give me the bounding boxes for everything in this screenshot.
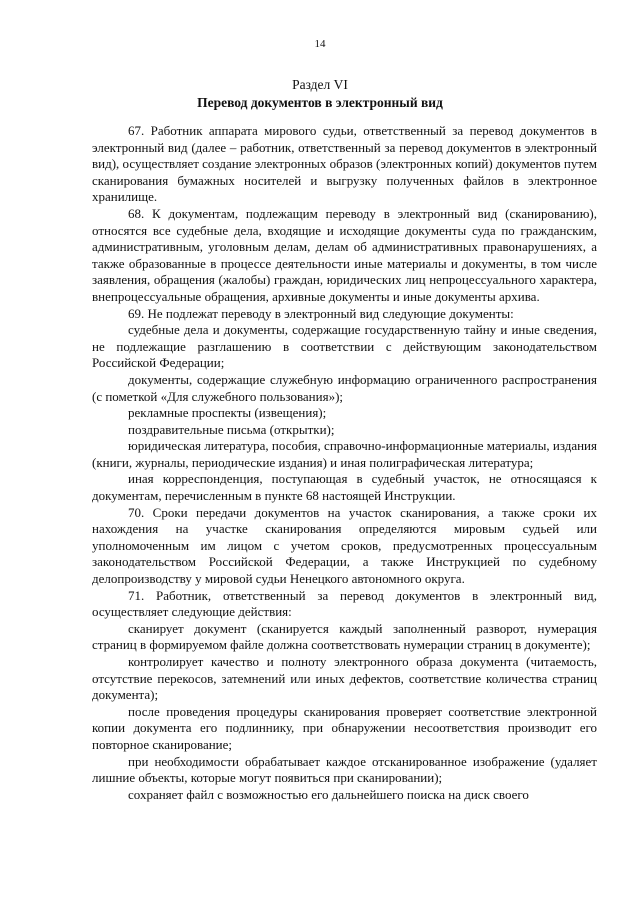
list-item-saves-file: сохраняет файл с возможностью его дальнейшего поиска на диск своего (128, 786, 529, 802)
list-item-restricted-documents: документы, содержащие служебную информацию ограниченного распространения (с пометкой «Для служебного пользования»); (92, 371, 597, 404)
list-item-processes-images: при необходимости обрабатывает каждое отсканированное изображение (удаляет лишние объекты, которые могут появиться при сканировании); (92, 753, 597, 786)
list-item-checks-copy: после проведения процедуры сканирования проверяет соответствие электронной копии документа его подлиннику, при обнаружении несоответствия производит его повторное сканирование; (92, 703, 597, 752)
paragraph-70: 70. Сроки передачи документов на участок сканирования, а также сроки их нахождения на участке сканирования определяются мировым судьей или уполномоченным им лицом с учетом сроков, предусмотренных процессуальным законодательством Российской Федерации, а также Инструкцией по судебному делопроизводству у мировой судьи Ненецкого автономного округа. (92, 504, 597, 587)
paragraph-67: 67. Работник аппарата мирового судьи, ответственный за перевод документов в электронный вид (далее – работник, ответственный за перевод документов в электронный вид), осуществляет создание электронных образов (электронных копий) документов путем сканирования бумажных носителей и выгрузку полученных файлов в электронное хранилище. (92, 123, 597, 205)
list-item-greeting-letters: поздравительные письма (открытки); (128, 421, 335, 437)
page-number: 14 (314, 38, 326, 50)
list-item-legal-literature: юридическая литература, пособия, справочно-информационные материалы, издания (книги, журналы, периодические издания) и иная полиграфическая литература; (92, 438, 597, 470)
list-item-secret-documents: судебные дела и документы, содержащие государственную тайну и иные сведения, не подлежащие разглашению в соответствии с действующим законодательством Российской Федерации; (92, 322, 597, 371)
list-item-other-correspondence: иная корреспонденция, поступающая в судебный участок, не относящаяся к документам, перечисленным в пункте 68 настоящей Инструкции. (92, 471, 597, 504)
paragraph-69: 69. Не подлежат переводу в электронный вид следующие документы: (128, 305, 514, 321)
paragraph-71: 71. Работник, ответственный за перевод документов в электронный вид, осуществляет следующие действия: (92, 587, 597, 620)
list-item-controls-quality: контролирует качество и полноту электронного образа документа (читаемость, отсутствие перекосов, затемнений или иных дефектов, соответствие количества страниц документа); (92, 654, 597, 703)
section-title: Раздел VI (292, 77, 348, 92)
document-body (92, 123, 597, 803)
paragraph-68: 68. К документам, подлежащим переводу в электронный вид (сканированию), относятся все судебные дела, входящие и исходящие документы суда по гражданским, административным, уголовным делам, делам об административных правонарушениях, а также образованные в процессе деятельности иные материалы и документы, в том числе заявления, обращения (жалобы) граждан, юридических лиц непроцессуального характера, внепроцессуальные обращения, архивные документы и иные документы архива. (92, 205, 597, 304)
section-subtitle: Перевод документов в электронный вид (197, 95, 443, 110)
list-item-advertising: рекламные проспекты (извещения); (128, 405, 327, 421)
list-item-scans-document: сканирует документ (сканируется каждый заполненный разворот, нумерация страниц в формируемом файле должна соответствовать нумерации страниц в документе); (92, 620, 597, 653)
